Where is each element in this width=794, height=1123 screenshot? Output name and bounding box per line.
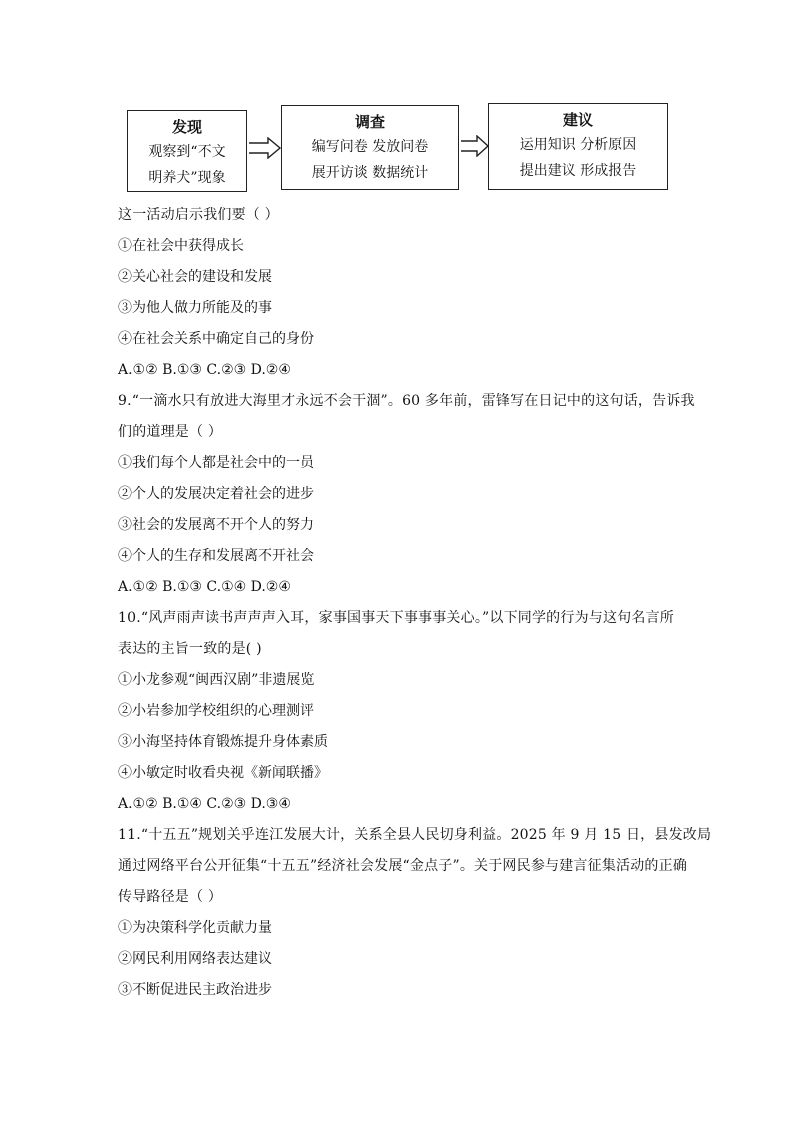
question-11-stem: 通过网络平台公开征集“十五五”经济社会发展“金点子”。关于网民参与建言征集活动的正确: [118, 858, 688, 874]
question-9-option: ③社会的发展离不开个人的努力: [118, 517, 314, 533]
flow-box-text: 明养犬”现象: [148, 170, 226, 186]
question-9-stem: 们的道理是（ ）: [118, 424, 223, 440]
question-9-option: ①我们每个人都是社会中的一员: [118, 455, 314, 471]
flow-box-discover: [127, 110, 247, 192]
question-9-stem: 9.“一滴水只有放进大海里才永远不会干涸”。60 多年前，雷锋写在日记中的这句话，告诉我: [118, 393, 695, 409]
question-8-stem: 这一活动启示我们要（ ）: [118, 207, 279, 223]
flow-box-text: 编写问卷 发放问卷: [311, 139, 429, 155]
question-8-option: ②关心社会的建设和发展: [118, 269, 272, 285]
question-8-option: ③为他人做力所能及的事: [118, 300, 272, 316]
question-9-option: ②个人的发展决定着社会的进步: [118, 486, 314, 502]
flow-box-text: 展开访谈 数据统计: [311, 165, 429, 181]
flow-box-investigate: [281, 105, 459, 190]
flow-box-text: 观察到“不文: [148, 144, 226, 160]
question-10-stem: 表达的主旨一致的是( ): [118, 641, 262, 657]
question-8-option: ①在社会中获得成长: [118, 238, 244, 254]
question-10-option: ③小海坚持体育锻炼提升身体素质: [118, 734, 328, 750]
flow-box-title: 建议: [562, 111, 593, 129]
question-10-option: ①小龙参观“闽西汉剧”非遗展览: [118, 672, 315, 688]
flow-arrow-icon: [248, 137, 282, 159]
flow-box-title: 调查: [354, 113, 385, 131]
question-11-option: ③不断促进民主政治进步: [118, 982, 272, 998]
question-11-option: ②网民利用网络表达建议: [118, 951, 272, 967]
flow-arrow-icon: [460, 135, 490, 157]
question-9-answers: A.①② B.①③ C.①④ D.②④: [118, 579, 291, 595]
flow-box-text: 提出建议 形成报告: [519, 163, 637, 179]
question-10-stem: 10.“风声雨声读书声声声入耳，家事国事天下事事事关心。”以下同学的行为与这句名言所: [118, 610, 674, 626]
question-list: [118, 200, 712, 1006]
question-10-option: ④小敏定时收看央视《新闻联播》: [118, 765, 328, 781]
question-10-option: ②小岩参加学校组织的心理测评: [118, 703, 314, 719]
question-8-answers: A.①② B.①③ C.②③ D.②④: [118, 362, 291, 378]
question-11-stem: 11.“十五五”规划关乎连江发展大计，关系全县人民切身利益。2025 年 9 月 15 日，县发改局: [118, 827, 712, 843]
question-11-stem: 传导路径是（ ）: [118, 889, 223, 905]
question-11-option: ①为决策科学化贡献力量: [118, 920, 272, 936]
question-10-answers: A.①② B.①④ C.②③ D.③④: [118, 796, 291, 812]
flow-box-title: 发现: [171, 118, 202, 136]
question-8-option: ④在社会关系中确定自己的身份: [118, 331, 314, 347]
flow-box-text: 运用知识 分析原因: [519, 137, 637, 153]
question-9-option: ④个人的生存和发展离不开社会: [118, 548, 314, 564]
flow-box-suggest: [488, 103, 668, 190]
activity-flowchart: [127, 103, 669, 193]
